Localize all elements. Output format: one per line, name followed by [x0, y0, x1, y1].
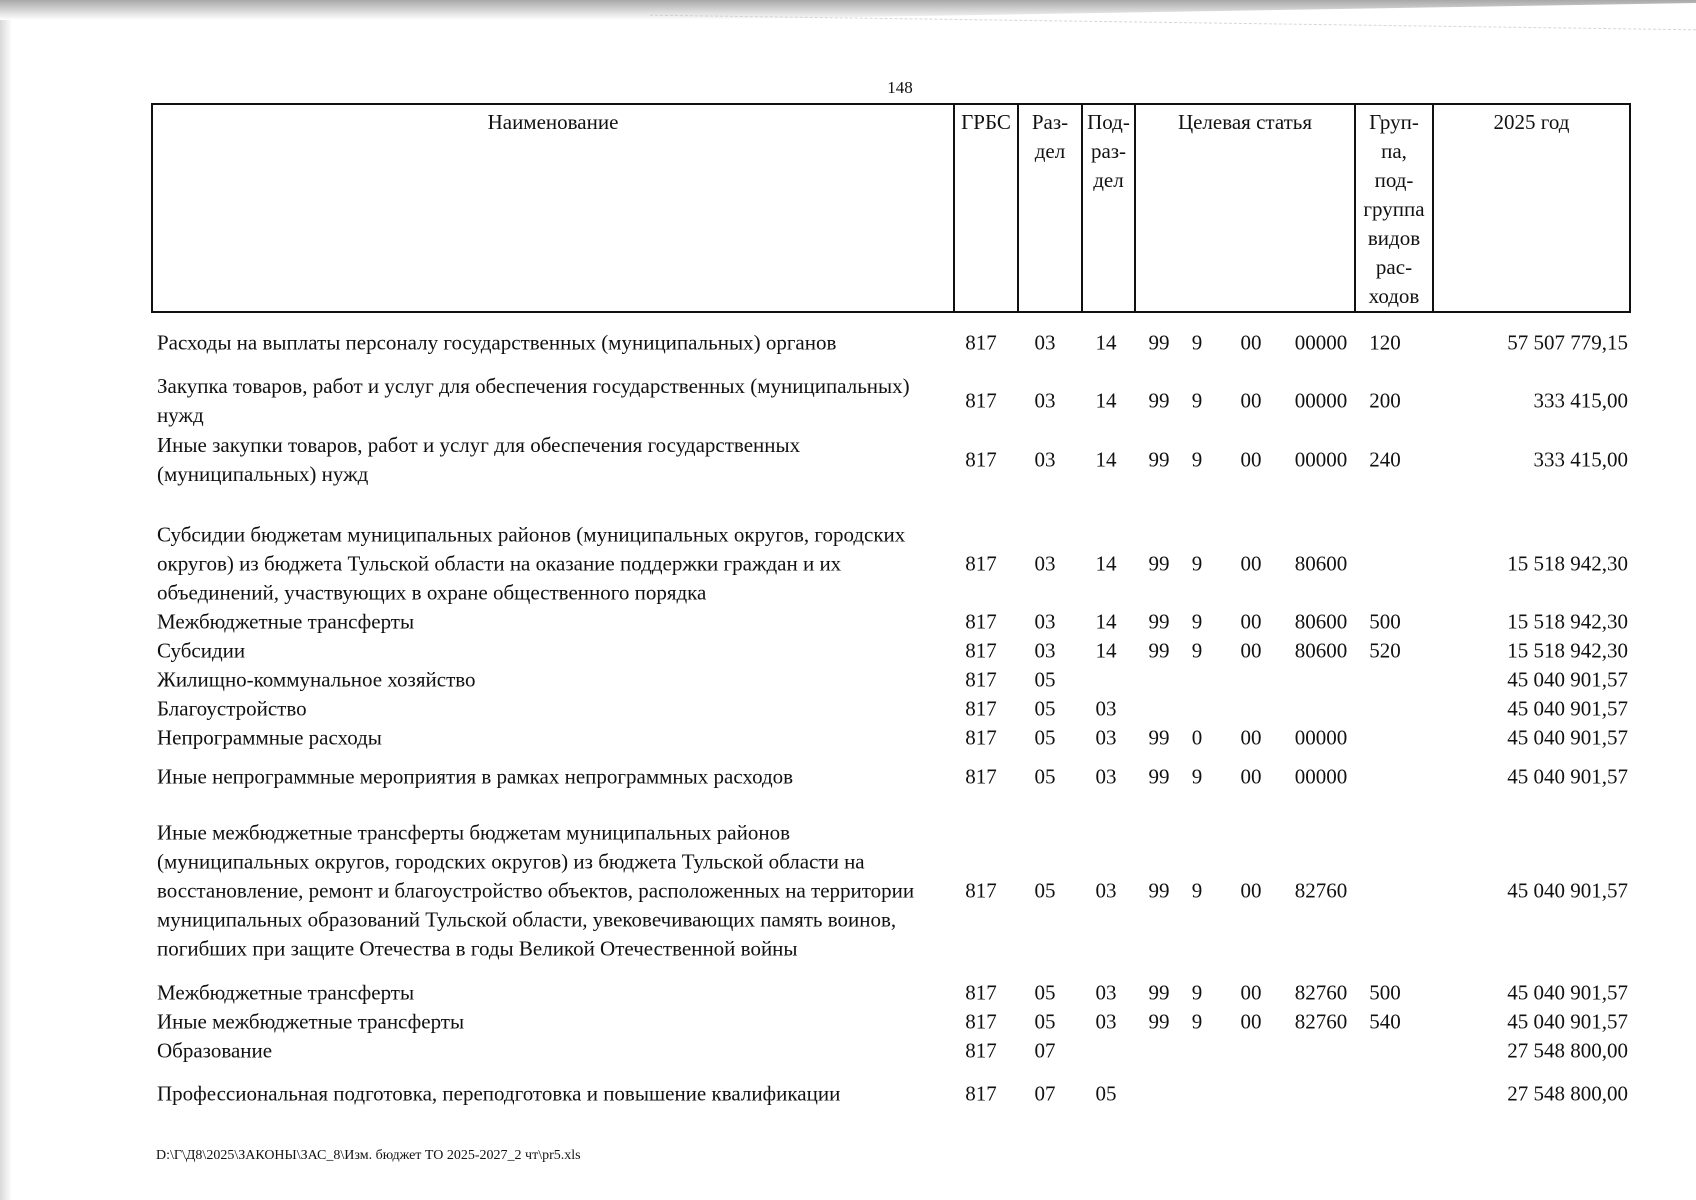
cell-razdel: 07: [1034, 1081, 1056, 1106]
cell-razdel: 05: [1034, 696, 1056, 720]
table-row: [151, 506, 1631, 622]
cell-amount: 57 507 779,15: [1507, 330, 1628, 355]
cell-razdel: 03: [1034, 388, 1056, 413]
cell-podrazdel: 14: [1095, 551, 1117, 576]
cell-name: Иные закупки товаров, работ и услуг для обеспечения государственных (муниципальных) нужд: [157, 433, 801, 486]
cell-celevaya-1: 99: [1148, 878, 1170, 903]
cell-celevaya-2: 9: [1191, 878, 1203, 903]
cell-celevaya-1: 99: [1148, 764, 1170, 789]
cell-gruppa: 520: [1369, 638, 1401, 662]
cell-celevaya-4: 00000: [1294, 330, 1348, 355]
cell-celevaya-3: 00: [1240, 447, 1262, 472]
cell-name: Субсидии: [157, 638, 246, 662]
cell-podrazdel: 03: [1095, 1009, 1117, 1033]
cell-amount: 27 548 800,00: [1507, 1081, 1628, 1106]
cell-grbs: 817: [965, 725, 997, 749]
cell-celevaya-1: 99: [1148, 388, 1170, 413]
cell-razdel: 05: [1034, 725, 1056, 749]
cell-celevaya-1: 99: [1148, 609, 1170, 633]
cell-celevaya-3: 00: [1240, 330, 1262, 355]
cell-grbs: 817: [965, 330, 997, 355]
cell-celevaya-4: 00000: [1294, 725, 1348, 749]
cell-celevaya-4: 80600: [1294, 609, 1348, 633]
cell-grbs: 817: [965, 667, 997, 691]
cell-celevaya-3: 00: [1240, 638, 1262, 662]
cell-grbs: 817: [965, 764, 997, 789]
cell-grbs: 817: [965, 696, 997, 720]
table-row: [151, 607, 1631, 636]
table-row: [151, 723, 1631, 752]
page-number: 148: [887, 78, 913, 97]
cell-celevaya-3: 00: [1240, 980, 1262, 1004]
table-row: [151, 694, 1631, 723]
scan-left-edge: [0, 0, 12, 1200]
cell-celevaya-3: 00: [1240, 388, 1262, 413]
cell-gruppa: 500: [1369, 980, 1401, 1004]
cell-podrazdel: 03: [1095, 764, 1117, 789]
cell-celevaya-2: 9: [1191, 638, 1203, 662]
cell-grbs: 817: [965, 638, 997, 662]
cell-grbs: 817: [965, 1009, 997, 1033]
cell-name: Межбюджетные трансферты: [157, 609, 415, 633]
cell-amount: 15 518 942,30: [1507, 551, 1628, 576]
header-grbs: ГРБС: [955, 105, 1019, 311]
cell-celevaya-1: 99: [1148, 551, 1170, 576]
header-name: Наименование: [153, 105, 955, 311]
cell-name: Расходы на выплаты персоналу государственных (муниципальных) органов: [157, 330, 837, 355]
cell-grbs: 817: [965, 878, 997, 903]
cell-podrazdel: 14: [1095, 609, 1117, 633]
cell-razdel: 05: [1034, 878, 1056, 903]
cell-celevaya-1: 99: [1148, 638, 1170, 662]
cell-podrazdel: 05: [1095, 1081, 1117, 1106]
cell-grbs: 817: [965, 388, 997, 413]
cell-celevaya-3: 00: [1240, 1009, 1262, 1033]
cell-celevaya-4: 82760: [1294, 878, 1348, 903]
cell-celevaya-4: 00000: [1294, 447, 1348, 472]
cell-celevaya-2: 9: [1191, 551, 1203, 576]
cell-celevaya-2: 0: [1191, 725, 1203, 749]
cell-amount: 45 040 901,57: [1507, 1009, 1628, 1033]
cell-celevaya-1: 99: [1148, 980, 1170, 1004]
cell-celevaya-2: 9: [1191, 447, 1203, 472]
cell-name: Иные межбюджетные трансферты бюджетам муниципальных районов (муниципальных округов, городских округов) из бюджета Тульской области на восстановление, ремонт и благоустройство объектов, расположенных на территории муниципальных образований Тульской области, увековечивающих память воинов, погибших при защите Отечества в годы Великой Отечественной войны: [157, 820, 915, 961]
cell-name: Благоустройство: [157, 696, 307, 720]
cell-amount: 45 040 901,57: [1507, 764, 1628, 789]
cell-celevaya-3: 00: [1240, 878, 1262, 903]
cell-celevaya-3: 00: [1240, 551, 1262, 576]
footer-file-path: D:\Г\Д8\2025\ЗАКОНЫ\ЗАС_8\Изм. бюджет ТО 2025-2027_2 чт\pr5.xls: [156, 1148, 581, 1163]
cell-celevaya-2: 9: [1191, 980, 1203, 1004]
cell-celevaya-3: 00: [1240, 725, 1262, 749]
cell-celevaya-2: 9: [1191, 330, 1203, 355]
cell-amount: 333 415,00: [1533, 447, 1628, 472]
table-row: [151, 372, 1631, 430]
cell-razdel: 03: [1034, 447, 1056, 472]
cell-razdel: 03: [1034, 551, 1056, 576]
cell-razdel: 05: [1034, 667, 1056, 691]
cell-celevaya-2: 9: [1191, 609, 1203, 633]
cell-grbs: 817: [965, 980, 997, 1004]
header-podrazdel: Под- раз- дел: [1083, 105, 1136, 311]
cell-celevaya-4: 80600: [1294, 638, 1348, 662]
cell-amount: 27 548 800,00: [1507, 1038, 1628, 1062]
cell-grbs: 817: [965, 1081, 997, 1106]
header-razdel: Раз- дел: [1019, 105, 1083, 311]
cell-celevaya-2: 9: [1191, 1009, 1203, 1033]
cell-grbs: 817: [965, 609, 997, 633]
cell-razdel: 03: [1034, 330, 1056, 355]
table-row: [151, 1007, 1631, 1036]
cell-gruppa: 240: [1369, 447, 1401, 472]
cell-celevaya-1: 99: [1148, 725, 1170, 749]
cell-podrazdel: 03: [1095, 696, 1117, 720]
cell-celevaya-1: 99: [1148, 330, 1170, 355]
cell-celevaya-4: 00000: [1294, 388, 1348, 413]
table-row: [151, 760, 1631, 794]
cell-gruppa: 200: [1369, 388, 1401, 413]
cell-celevaya-3: 00: [1240, 764, 1262, 789]
cell-name: Жилищно-коммунальное хозяйство: [157, 667, 476, 691]
cell-celevaya-1: 99: [1148, 447, 1170, 472]
cell-celevaya-2: 9: [1191, 388, 1203, 413]
cell-name: Иные непрограммные мероприятия в рамках непрограммных расходов: [157, 764, 794, 789]
cell-razdel: 05: [1034, 980, 1056, 1004]
cell-celevaya-4: 00000: [1294, 764, 1348, 789]
cell-name: Межбюджетные трансферты: [157, 980, 415, 1004]
cell-celevaya-4: 82760: [1294, 980, 1348, 1004]
cell-gruppa: 540: [1369, 1009, 1401, 1033]
cell-razdel: 03: [1034, 638, 1056, 662]
cell-name: Иные межбюджетные трансферты: [157, 1009, 465, 1033]
cell-celevaya-3: 00: [1240, 609, 1262, 633]
cell-amount: 45 040 901,57: [1507, 725, 1628, 749]
cell-amount: 45 040 901,57: [1507, 980, 1628, 1004]
cell-razdel: 07: [1034, 1038, 1056, 1062]
cell-podrazdel: 03: [1095, 878, 1117, 903]
table-row: [151, 804, 1631, 978]
cell-razdel: 05: [1034, 1009, 1056, 1033]
cell-amount: 45 040 901,57: [1507, 696, 1628, 720]
header-celevaya-statya: Целевая статья: [1136, 105, 1356, 311]
table-header: [151, 103, 1631, 313]
header-year: 2025 год: [1493, 110, 1570, 134]
cell-name: Профессиональная подготовка, переподготовка и повышение квалификации: [157, 1081, 841, 1106]
cell-name: Непрограммные расходы: [157, 725, 382, 749]
cell-celevaya-2: 9: [1191, 764, 1203, 789]
cell-gruppa: 120: [1369, 330, 1401, 355]
table-row: [151, 326, 1631, 360]
cell-podrazdel: 14: [1095, 638, 1117, 662]
table-row: [151, 1036, 1631, 1065]
scan-artifact-line: [650, 15, 1696, 55]
header-gruppa: Груп- па, под- группа видов рас- ходов: [1356, 105, 1434, 311]
cell-name: Образование: [157, 1038, 273, 1062]
cell-razdel: 03: [1034, 609, 1056, 633]
cell-podrazdel: 14: [1095, 447, 1117, 472]
cell-amount: 333 415,00: [1533, 388, 1628, 413]
cell-amount: 15 518 942,30: [1507, 638, 1628, 662]
cell-name: Субсидии бюджетам муниципальных районов (муниципальных округов, городских округов) из бюджета Тульской области на оказание поддержки граждан и их объединений, участвующих в охране общественного порядка: [157, 522, 906, 605]
cell-celevaya-4: 82760: [1294, 1009, 1348, 1033]
cell-podrazdel: 14: [1095, 388, 1117, 413]
table-row: [151, 665, 1631, 694]
cell-grbs: 817: [965, 1038, 997, 1062]
cell-podrazdel: 14: [1095, 330, 1117, 355]
cell-podrazdel: 03: [1095, 980, 1117, 1004]
table-row: [151, 431, 1631, 489]
cell-celevaya-1: 99: [1148, 1009, 1170, 1033]
cell-grbs: 817: [965, 447, 997, 472]
cell-podrazdel: 03: [1095, 725, 1117, 749]
table-row: [151, 978, 1631, 1007]
table-row: [151, 1077, 1631, 1111]
cell-amount: 45 040 901,57: [1507, 878, 1628, 903]
cell-gruppa: 500: [1369, 609, 1401, 633]
table-row: [151, 636, 1631, 665]
cell-celevaya-4: 80600: [1294, 551, 1348, 576]
cell-amount: 15 518 942,30: [1507, 609, 1628, 633]
cell-name: Закупка товаров, работ и услуг для обеспечения государственных (муниципальных) нужд: [157, 374, 910, 427]
cell-amount: 45 040 901,57: [1507, 667, 1628, 691]
cell-razdel: 05: [1034, 764, 1056, 789]
cell-grbs: 817: [965, 551, 997, 576]
